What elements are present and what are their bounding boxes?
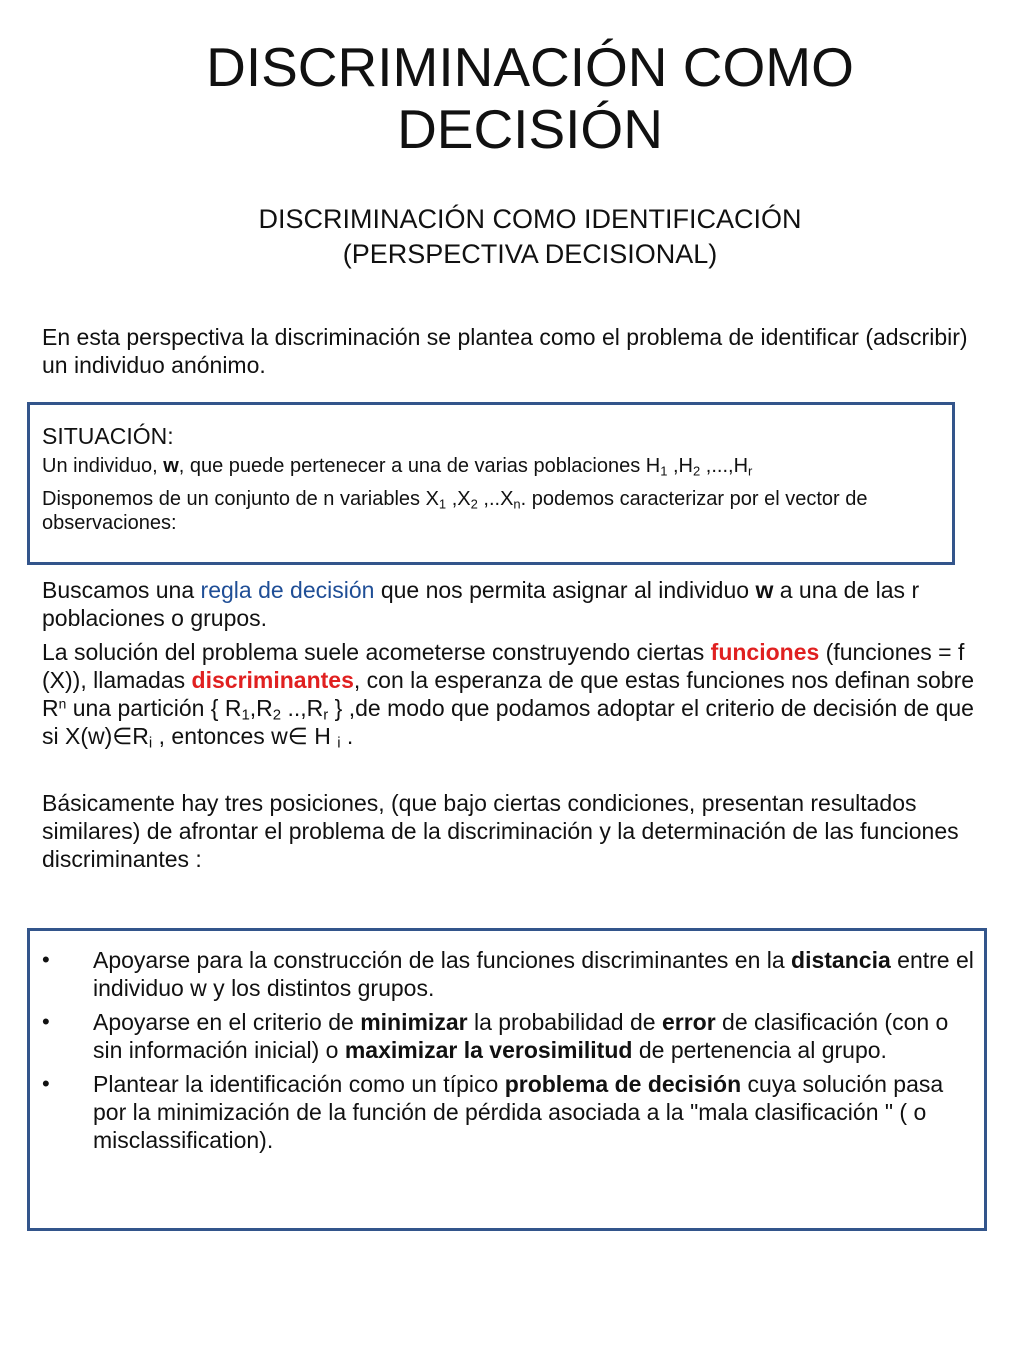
page-subtitle-line-2: (PERSPECTIVA DECISIONAL) (342, 239, 718, 269)
subscript-i-2: i (337, 734, 341, 752)
solution-paragraph (42, 638, 987, 750)
subscript-n: n (513, 496, 521, 512)
distance-term: distancia (791, 947, 891, 973)
bullet-2-text-a: Apoyarse en el criterio de (93, 1009, 361, 1035)
subscript-2: 2 (470, 496, 478, 512)
individual-w: w (755, 577, 774, 603)
situation-line-2-text-a: Disponemos de un conjunto de n variables X (42, 488, 439, 510)
solution-text-c: , con la esperanza de que estas funciones nos definan sobre R (42, 667, 975, 721)
solution-text-g: } ,de modo que podamos adoptar el criterio de decisión de que si X(w)∈R (42, 695, 974, 749)
page-title-line-2: DECISIÓN (397, 98, 663, 160)
decision-rule-paragraph (42, 576, 987, 632)
subscript-r: r (323, 706, 329, 724)
solution-text-f: ..,R (281, 695, 324, 721)
solution-text-h: , entonces w∈ H (152, 723, 338, 749)
decision-rule-term: regla de decisión (200, 577, 375, 603)
situation-line-2-text-b: ,X (446, 488, 471, 510)
situation-line-1-text-a: Un individuo, (42, 455, 164, 477)
bullet-marker: • (42, 1009, 50, 1034)
discriminants-term: discriminantes (191, 667, 354, 693)
bullet-2-text-d: de pertenencia al grupo. (632, 1037, 887, 1063)
solution-text-e: ,R (249, 695, 273, 721)
page-subtitle (40, 202, 1020, 272)
page-title-line-1: DISCRIMINACIÓN COMO (206, 36, 854, 98)
bullet-3-text-a: Plantear la identificación como un típico (93, 1071, 505, 1097)
intro-paragraph: En esta perspectiva la discriminación se plantea como el problema de identificar (adscribir) un individuo anónimo. (42, 324, 968, 378)
situation-line-2-text-c: ,..X (477, 488, 514, 510)
minimize-term: minimizar (360, 1009, 468, 1035)
bullet-marker: • (42, 947, 50, 972)
individual-w: w (163, 455, 179, 477)
decision-text-b: que nos permita asignar al individuo (374, 577, 756, 603)
decision-text-c: a una de las r poblaciones o grupos. (42, 577, 920, 631)
functions-term: funciones (710, 639, 820, 665)
solution-text-a: La solución del problema suele acometerse construyendo ciertas (42, 639, 711, 665)
positions-paragraph: Básicamente hay tres posiciones, (que bajo ciertas condiciones, presentan resultados similares) de afrontar el problema de la discriminación y la determinación de las funciones discriminantes : (42, 790, 959, 872)
subscript-2: 2 (693, 463, 701, 479)
max-likelihood-term: maximizar la verosimilitud (344, 1037, 633, 1063)
situation-line-1-text-d: ,...,H (700, 455, 749, 477)
situation-line-2 (42, 487, 942, 535)
solution-text-b: (funciones = f (X)), llamadas (42, 639, 965, 693)
bullet-1-text-a: Apoyarse para la construcción de las funciones discriminantes en la (93, 947, 792, 973)
approaches-list (42, 946, 982, 1160)
subscript-i: i (148, 734, 153, 752)
subscript-1: 1 (660, 463, 668, 479)
bullet-3-text-b: cuya solución pasa por la minimización de la función de pérdida asociada a la "mala clasificación " ( o misclassification). (93, 1071, 944, 1153)
page-title (40, 36, 1020, 160)
situation-heading: SITUACIÓN: (42, 423, 174, 449)
situation-line-2-text-d: . podemos caracterizar por el vector de observaciones: (42, 488, 868, 534)
subscript-2: 2 (272, 706, 282, 724)
error-term: error (661, 1009, 716, 1035)
list-item (42, 1070, 982, 1154)
list-item (42, 946, 982, 1002)
superscript-n: n (58, 696, 67, 712)
bullet-2-text-b: la probabilidad de (467, 1009, 662, 1035)
decision-text-a: Buscamos una (42, 577, 201, 603)
subscript-r: r (748, 463, 753, 479)
bullet-2-text-c: de clasificación (con o sin información inicial) o (93, 1009, 949, 1063)
situation-line-1-text-c: ,H (667, 455, 693, 477)
subscript-1: 1 (241, 706, 250, 724)
bullet-1-text-b: entre el individuo w y los distintos grupos. (93, 947, 974, 1001)
list-item (42, 1008, 982, 1064)
bullet-marker: • (42, 1071, 50, 1096)
solution-text-i: . (340, 723, 354, 749)
solution-text-d: una partición { R (66, 695, 242, 721)
situation-line-1 (42, 454, 942, 478)
decision-problem-term: problema de decisión (504, 1071, 742, 1097)
situation-line-1-text-b: , que puede pertenecer a una de varias poblaciones H (178, 455, 661, 477)
subscript-1: 1 (438, 496, 447, 512)
page-subtitle-line-1: DISCRIMINACIÓN COMO IDENTIFICACIÓN (258, 204, 802, 234)
